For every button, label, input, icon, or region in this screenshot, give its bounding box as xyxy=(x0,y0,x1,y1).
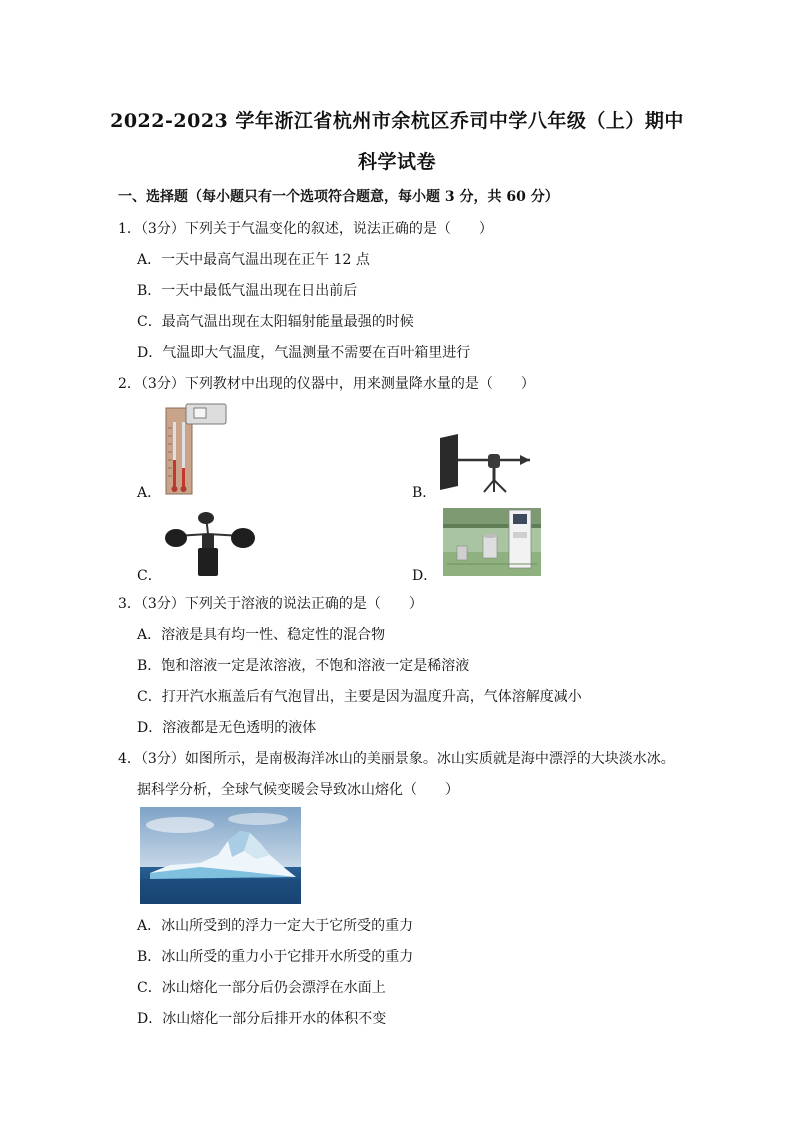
q4-stem-line-2: 据科学分析，全球气候变暖会导致冰山熔化（ ） xyxy=(137,782,459,798)
q2-label-d: D． xyxy=(412,568,438,584)
q4-option-b: B．冰山所受的重力小于它排开水所受的重力 xyxy=(137,949,414,965)
q1-option-b: B．一天中最低气温出现在日出前后 xyxy=(137,283,358,299)
q2-label-b: B． xyxy=(412,485,437,501)
section-heading: 一、选择题（每小题只有一个选项符合题意，每小题 3 分，共 60 分） xyxy=(118,189,559,205)
q2-stem: 2．（3分）下列教材中出现的仪器中，用来测量降水量的是（ ） xyxy=(118,376,535,392)
q3-stem: 3．（3分）下列关于溶液的说法正确的是（ ） xyxy=(118,596,423,612)
thermometer-image xyxy=(160,402,228,500)
anemometer-image xyxy=(164,510,256,582)
wind-vane-image xyxy=(436,432,534,498)
q4-option-c: C．冰山熔化一部分后仍会漂浮在水面上 xyxy=(137,980,386,996)
q3-option-c: C．打开汽水瓶盖后有气泡冒出，主要是因为温度升高，气体溶解度减小 xyxy=(137,689,582,705)
q3-option-d: D．溶液都是无色透明的液体 xyxy=(137,720,317,736)
q1-stem: 1．（3分）下列关于气温变化的叙述，说法正确的是（ ） xyxy=(118,221,493,237)
q4-stem-line-1: 4．（3分）如图所示，是南极海洋冰山的美丽景象。冰山实质就是海中漂浮的大块淡水冰。 xyxy=(118,751,675,767)
q4-option-d: D．冰山熔化一部分后排开水的体积不变 xyxy=(137,1011,387,1027)
q4-option-a: A．冰山所受到的浮力一定大于它所受的重力 xyxy=(137,918,414,934)
rain-gauge-image xyxy=(443,508,541,580)
q1-option-d: D．气温即大气温度，气温测量不需要在百叶箱里进行 xyxy=(137,345,471,361)
q3-option-a: A．溶液是具有均一性、稳定性的混合物 xyxy=(137,627,386,643)
q2-label-c: C． xyxy=(137,568,162,584)
q1-option-a: A．一天中最高气温出现在正午 12 点 xyxy=(137,252,370,268)
q1-option-c: C．最高气温出现在太阳辐射能量最强的时候 xyxy=(137,314,414,330)
title-line-2: 科学试卷 xyxy=(357,151,436,173)
title-line-1: 2022-2023 学年浙江省杭州市余杭区乔司中学八年级（上）期中 xyxy=(110,110,684,132)
q2-label-a: A． xyxy=(137,485,162,501)
q3-option-b: B．饱和溶液一定是浓溶液，不饱和溶液一定是稀溶液 xyxy=(137,658,470,674)
iceberg-image xyxy=(140,807,301,908)
